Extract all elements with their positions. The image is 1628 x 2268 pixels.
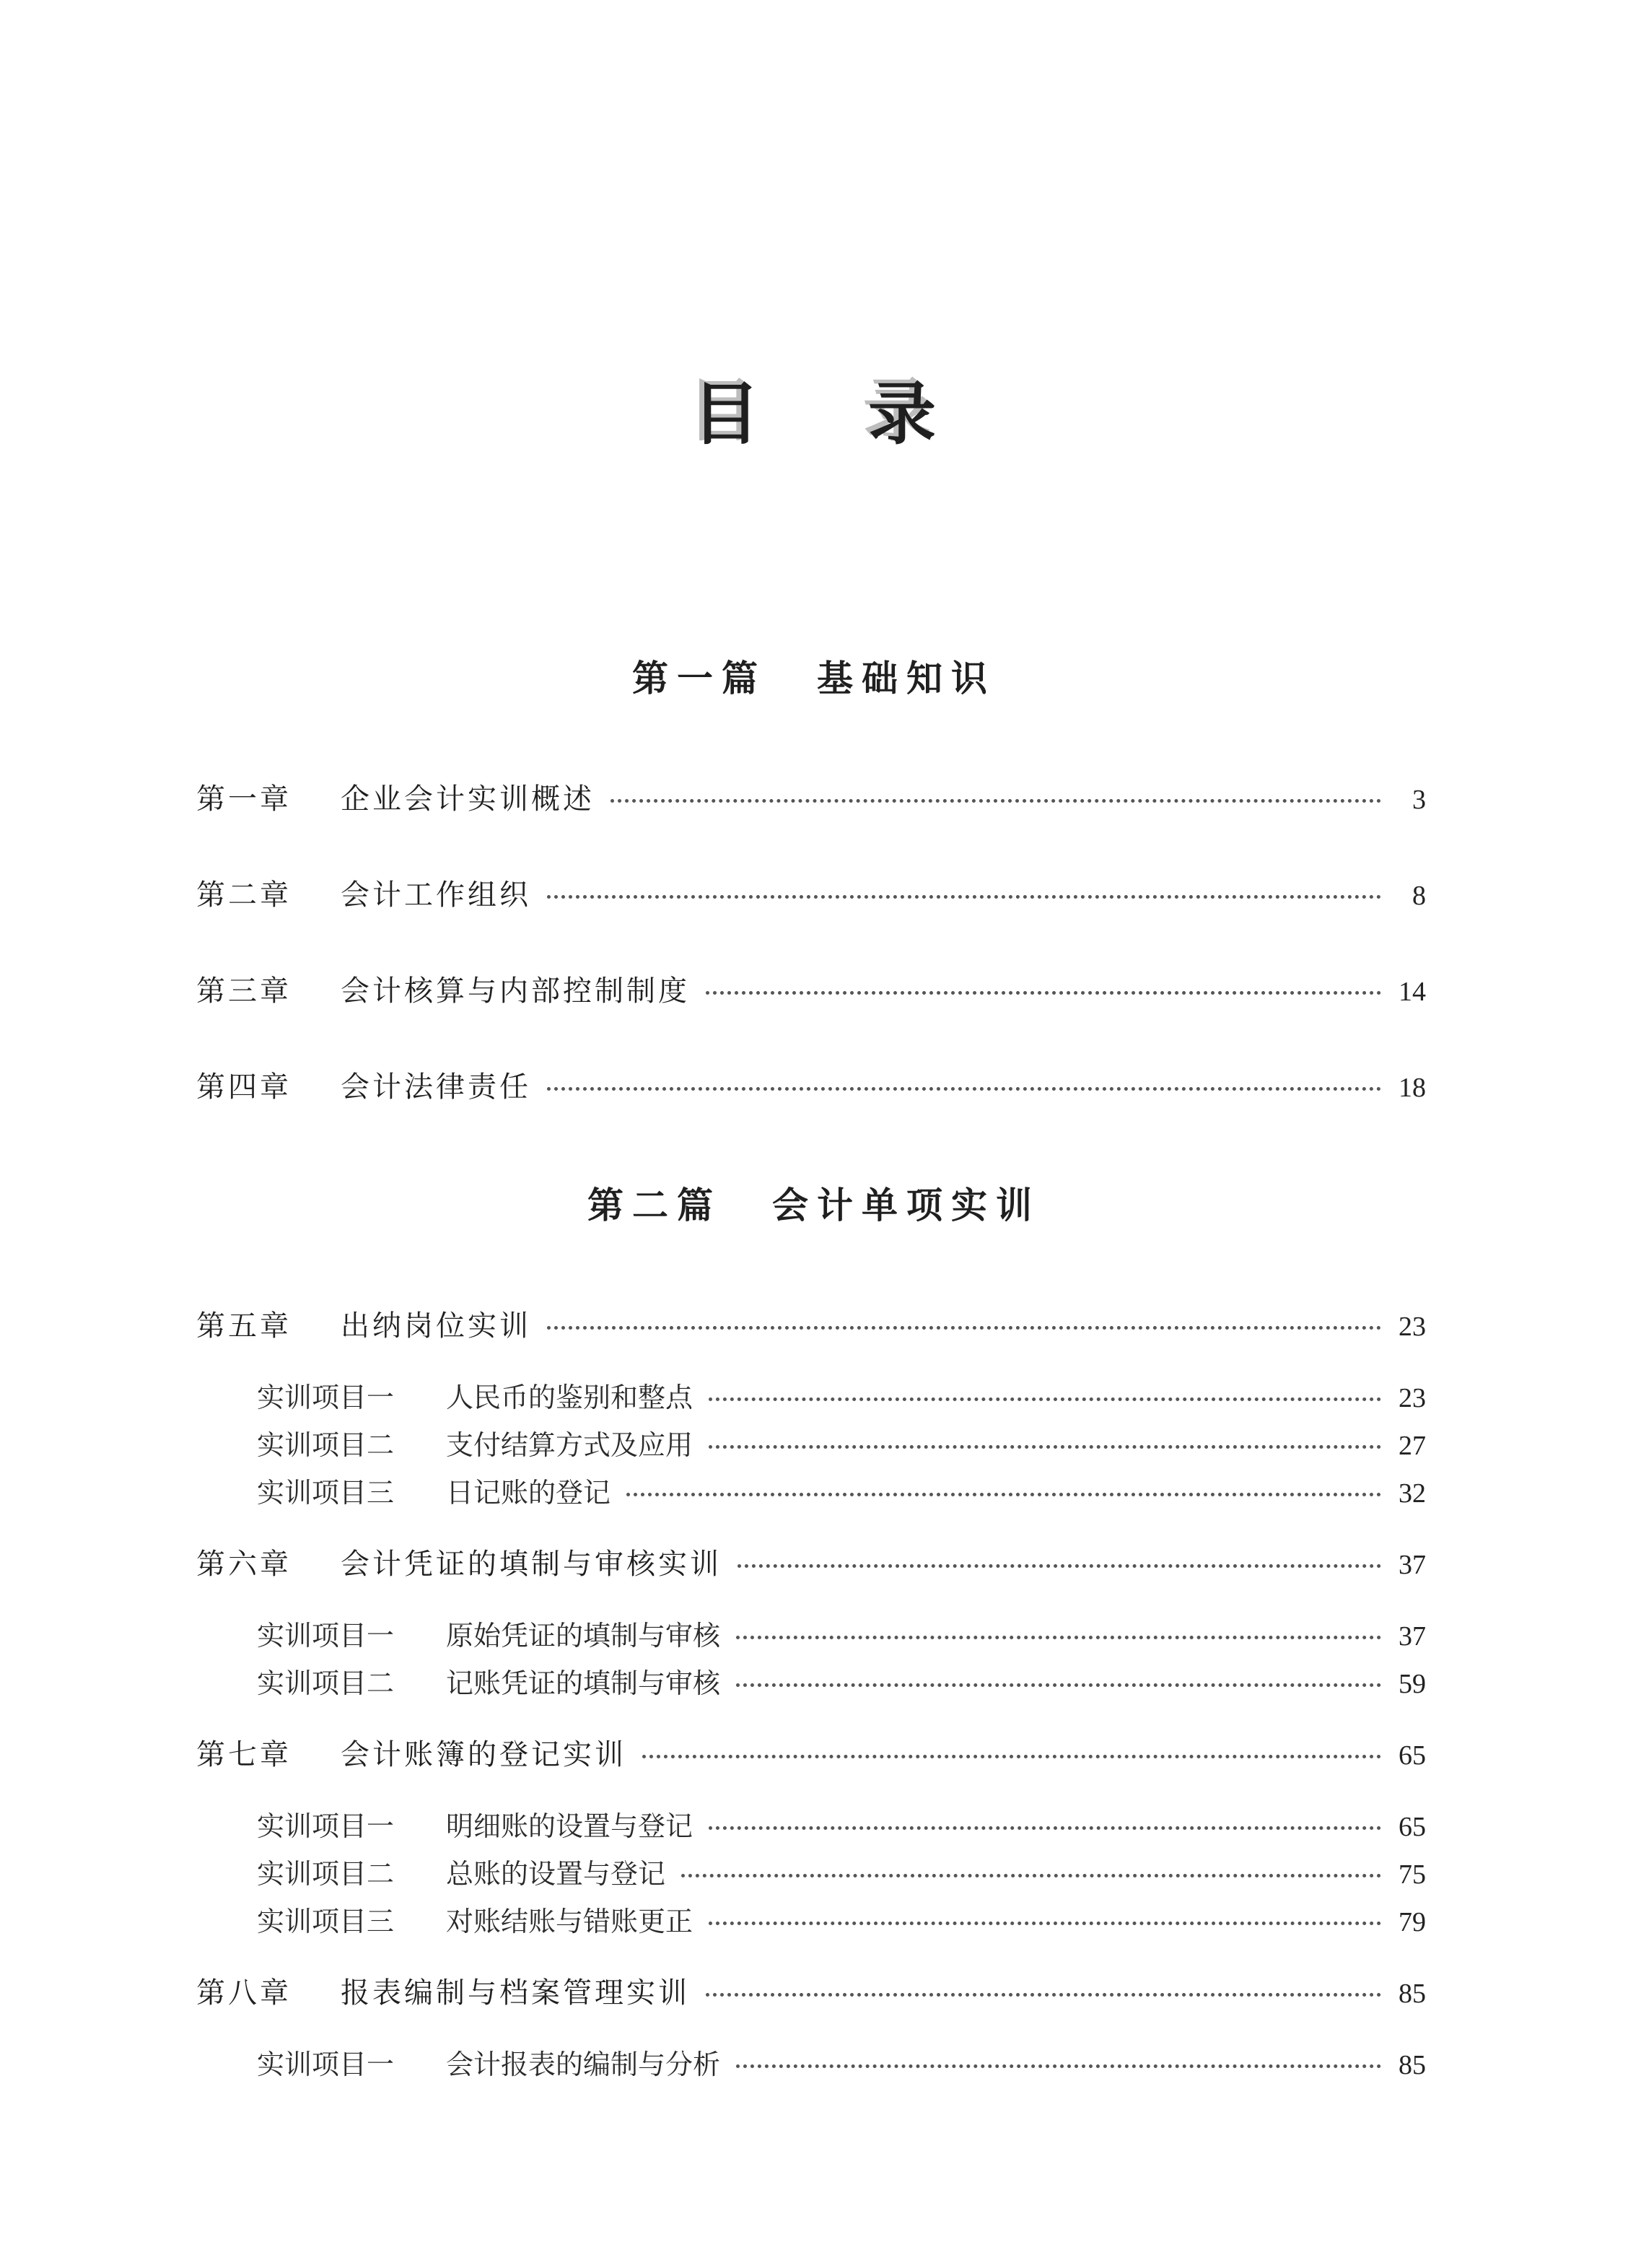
- chapter-title: 会计凭证的填制与审核实训: [341, 1548, 722, 1581]
- dot-leader: [709, 1445, 1381, 1449]
- toc-entry-project[interactable]: [257, 2042, 1426, 2082]
- toc-entry-project[interactable]: [257, 1804, 1426, 1844]
- page-number: 85: [1399, 2050, 1426, 2080]
- dot-leader: [736, 2064, 1381, 2068]
- toc-entry-chapter[interactable]: [196, 1303, 1426, 1344]
- page-number: 23: [1399, 1312, 1426, 1342]
- page-number: 32: [1399, 1478, 1426, 1509]
- project-title: 总账的设置与登记: [446, 1858, 666, 1890]
- part-name: 基础知识: [817, 658, 996, 699]
- page-number: 18: [1399, 1073, 1426, 1103]
- page-number: 65: [1399, 1740, 1426, 1771]
- page-number: 59: [1399, 1669, 1426, 1699]
- project-number: 实训项目一: [257, 1620, 395, 1652]
- page-number: 37: [1399, 1621, 1426, 1652]
- page-number: 85: [1399, 1979, 1426, 2009]
- project-number: 实训项目一: [257, 2049, 395, 2080]
- dot-leader: [709, 1826, 1381, 1830]
- toc-entry-chapter[interactable]: [196, 1970, 1426, 2011]
- dot-leader: [547, 1087, 1381, 1091]
- project-number: 实训项目二: [257, 1429, 395, 1461]
- project-number: 实训项目三: [257, 1906, 395, 1937]
- dot-leader: [547, 1326, 1381, 1330]
- page-number: 14: [1399, 977, 1426, 1007]
- toc-entry-chapter[interactable]: [196, 1541, 1426, 1582]
- chapter-number: 第五章: [196, 1309, 292, 1343]
- chapter-title: 会计法律责任: [341, 1070, 531, 1104]
- dot-leader: [610, 799, 1381, 803]
- chapter-title: 出纳岗位实训: [341, 1309, 531, 1343]
- dot-leader: [681, 1874, 1381, 1877]
- chapter-number: 第八章: [196, 1976, 292, 2010]
- dot-leader: [547, 895, 1381, 899]
- project-title: 原始凭证的填制与审核: [446, 1620, 721, 1652]
- chapter-title: 报表编制与档案管理实训: [341, 1976, 690, 2010]
- dot-leader: [736, 1636, 1381, 1639]
- project-number: 实训项目二: [257, 1858, 395, 1890]
- chapter-number: 第六章: [196, 1548, 292, 1581]
- dot-leader: [709, 1397, 1381, 1401]
- project-number: 实训项目二: [257, 1667, 395, 1699]
- part-heading-2: [0, 1180, 1628, 1231]
- project-title: 记账凭证的填制与审核: [446, 1667, 721, 1699]
- toc-entry-chapter[interactable]: [196, 872, 1426, 913]
- project-title: 日记账的登记: [446, 1477, 611, 1509]
- toc-entry-project[interactable]: [257, 1661, 1426, 1701]
- chapter-number: 第三章: [196, 974, 292, 1008]
- toc-title: [0, 375, 1628, 462]
- project-number: 实训项目三: [257, 1477, 395, 1509]
- toc-entry-chapter[interactable]: [196, 1732, 1426, 1773]
- project-title: 对账结账与错账更正: [446, 1906, 693, 1937]
- toc-entry-chapter[interactable]: [196, 968, 1426, 1009]
- dot-leader: [626, 1493, 1381, 1496]
- project-title: 明细账的设置与登记: [446, 1810, 693, 1842]
- toc-entry-project[interactable]: [257, 1613, 1426, 1653]
- part-heading-1: [0, 653, 1628, 704]
- project-title: 人民币的鉴别和整点: [446, 1382, 693, 1413]
- dot-leader: [709, 1922, 1381, 1925]
- dot-leader: [738, 1564, 1381, 1568]
- toc-entry-chapter[interactable]: [196, 776, 1426, 817]
- part-name: 会计单项实训: [772, 1185, 1041, 1226]
- chapter-number: 第七章: [196, 1738, 292, 1771]
- dot-leader: [642, 1755, 1381, 1758]
- toc-entry-project[interactable]: [257, 1375, 1426, 1415]
- chapter-title: 会计核算与内部控制制度: [341, 974, 690, 1008]
- toc-title-char-2: 录: [868, 375, 937, 454]
- chapter-number: 第四章: [196, 1070, 292, 1104]
- chapter-title: 企业会计实训概述: [341, 782, 595, 816]
- project-title: 支付结算方式及应用: [446, 1429, 693, 1461]
- page-number: 65: [1399, 1812, 1426, 1842]
- page-number: 23: [1399, 1383, 1426, 1413]
- project-number: 实训项目一: [257, 1810, 395, 1842]
- dot-leader: [706, 1993, 1381, 1997]
- page-number: 3: [1412, 785, 1426, 815]
- chapter-title: 会计工作组织: [341, 878, 531, 912]
- chapter-number: 第二章: [196, 878, 292, 912]
- part-label: 第二篇: [587, 1185, 722, 1226]
- dot-leader: [736, 1683, 1381, 1687]
- toc-entry-chapter[interactable]: [196, 1064, 1426, 1105]
- toc-entry-project[interactable]: [257, 1470, 1426, 1510]
- project-title: 会计报表的编制与分析: [446, 2049, 721, 2080]
- toc-entry-project[interactable]: [257, 1899, 1426, 1939]
- toc-title-char-1: 目: [691, 375, 760, 454]
- part-label: 第一篇: [632, 658, 766, 699]
- page-number: 37: [1399, 1550, 1426, 1580]
- toc-entry-project[interactable]: [257, 1852, 1426, 1891]
- page-number: 27: [1399, 1431, 1426, 1461]
- page-number: 79: [1399, 1907, 1426, 1937]
- project-number: 实训项目一: [257, 1382, 395, 1413]
- chapter-number: 第一章: [196, 782, 292, 816]
- chapter-title: 会计账簿的登记实训: [341, 1738, 626, 1771]
- toc-entry-project[interactable]: [257, 1423, 1426, 1462]
- page-number: 75: [1399, 1859, 1426, 1890]
- page-number: 8: [1412, 881, 1426, 911]
- dot-leader: [706, 991, 1381, 995]
